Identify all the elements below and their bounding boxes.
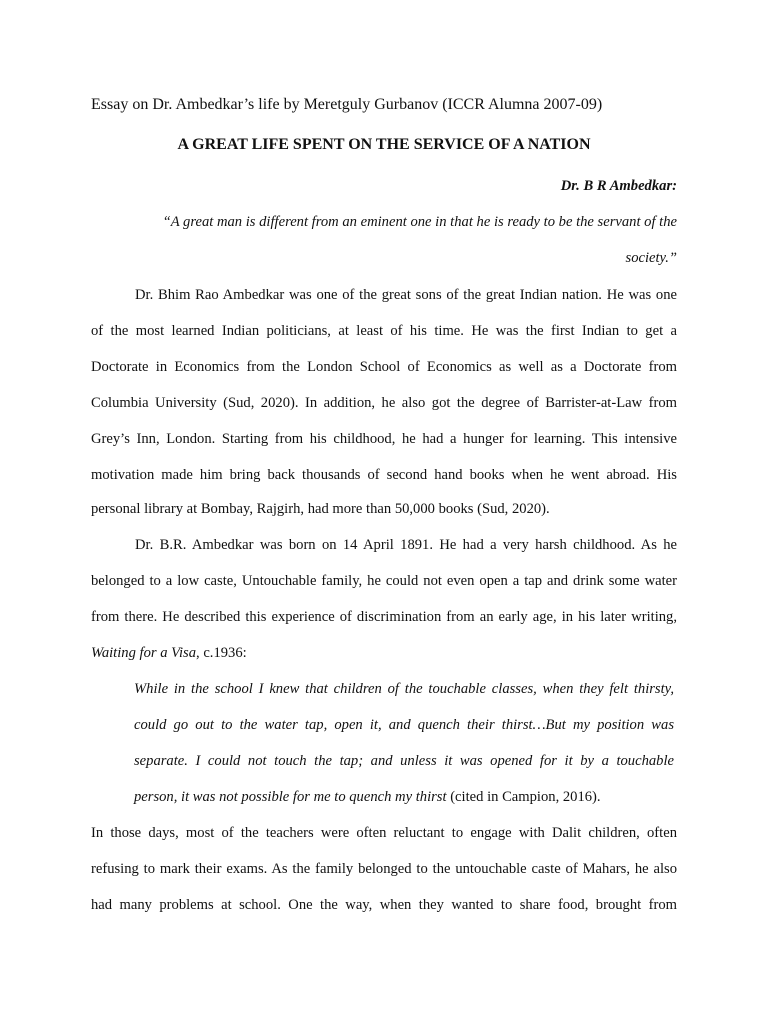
epigraph-author: Dr. B R Ambedkar:: [560, 178, 677, 194]
paragraph-line: personal library at Bombay, Rajgirh, had more than 50,000 books (Sud, 2020).: [91, 501, 550, 517]
paragraph-line: In those days, most of the teachers were often reluctant to engage with Dalit children, often: [91, 825, 677, 841]
paragraph-line: Dr. Bhim Rao Ambedkar was one of the great sons of the great Indian nation. He was one: [135, 287, 677, 303]
block-quote-line: While in the school I knew that children of the touchable classes, when they felt thirsty,: [134, 681, 674, 697]
epigraph-line: “A great man is different from an eminent one in that he is ready to be the servant of the: [162, 214, 677, 230]
block-quote-text: person, it was not possible for me to quench my thirst: [134, 789, 447, 805]
citation: (cited in Campion, 2016).: [446, 789, 601, 805]
paragraph-line: belonged to a low caste, Untouchable family, he could not even open a tap and drink some water: [91, 573, 677, 589]
paragraph-line: refusing to mark their exams. As the family belonged to the untouchable caste of Mahars, he also: [91, 861, 677, 877]
paragraph-line: Grey’s Inn, London. Starting from his childhood, he had a hunger for learning. This intensive: [91, 431, 677, 447]
block-quote-line: separate. I could not touch the tap; and unless it was opened for it by a touchable: [134, 753, 674, 769]
block-quote-line: [134, 788, 674, 806]
paragraph-line: from there. He described this experience of discrimination from an early age, in his later writing,: [91, 609, 677, 625]
essay-title: A GREAT LIFE SPENT ON THE SERVICE OF A NATION: [177, 136, 591, 153]
paragraph-line: motivation made him bring back thousands of second hand books when he went abroad. His: [91, 467, 677, 483]
paragraph-line: of the most learned Indian politicians, at least of his time. He was the first Indian to get a: [91, 323, 677, 339]
paragraph-line: Doctorate in Economics from the London School of Economics as well as a Doctorate from: [91, 359, 677, 375]
epigraph-line: society.”: [625, 250, 677, 266]
paragraph-line: Dr. B.R. Ambedkar was born on 14 April 1891. He had a very harsh childhood. As he: [135, 537, 677, 553]
paragraph-line: had many problems at school. One the way, when they wanted to share food, brought from: [91, 897, 677, 913]
book-title: Waiting for a Visa: [91, 645, 197, 661]
block-quote-line: could go out to the water tap, open it, and quench their thirst…But my position was: [134, 717, 674, 733]
essay-header: Essay on Dr. Ambedkar’s life by Meretguly Gurbanov (ICCR Alumna 2007-09): [91, 96, 603, 113]
paragraph-line: [91, 644, 677, 662]
paragraph-line: Columbia University (Sud, 2020). In addition, he also got the degree of Barrister-at-Law from: [91, 395, 677, 411]
book-date: , c.1936:: [196, 645, 247, 661]
